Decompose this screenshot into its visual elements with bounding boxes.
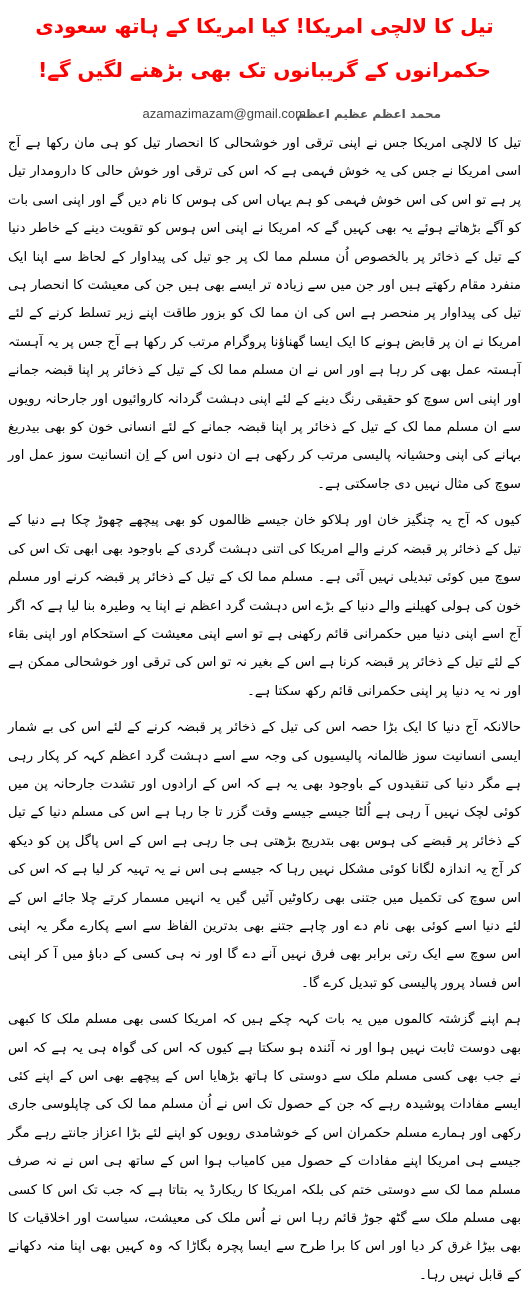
author-email[interactable]: azamazimazam@gmail.com xyxy=(142,106,306,121)
article-headline: تیل کا لالچی امریکا! کیا امریکا کے ہاتھ سعودی حکمرانوں کے گریبانوں تک بھی بڑھنے لگیں گے! xyxy=(35,14,494,82)
article-paragraph-4: ہم اپنے گزشتہ کالموں میں یہ بات کہہ چکے ہیں کہ امریکا کسی بھی مسلم ملک کا کبھی بھی دوست ثابت نہیں ہوا اور نہ آئندہ ہو سکتا ہے کیوں کہ اس کی گواہ ہی یہ ہے کہ اس نے جب بھی کسی مسلم ملک سے دوستی کا ہاتھ بڑھایا اس کے پیچھے بھی اس کے اپنے کئی ایسے مفادات پوشیدہ رہے کہ جن کے حصول تک اس نے اُن مسلم مما لک کی چاپلوسی جاری رکھی اور ہمارے مسلم حکمران اس کے خوشامدی رویوں کو اپنے لئے بڑا اعزاز جانتے رہے مگر جیسے ہی امریکا اپنے مفادات کے حصول میں کامیاب ہوا اس کے ساتھ ہی اس نے نہ صرف مسلم مما لک سے دوستی ختم کی بلکہ امریکا کا ریکارڈ یہ بتاتا ہے کہ جب تک اس کا کسی بھی مسلم ملک سے گٹھ جوڑ قائم رہا اس نے اُس ملک کی معیشت، سیاست اور اخلاقیات کا بھی بیڑا غرق کر دیا اور اس کا برا طرح سے ایسا پچرہ بگاڑا کہ وہ کہیں بھی اپنا منہ دکھانے کے قابل نہیں رہا۔ xyxy=(8,1012,521,1283)
article-paragraph-1: تیل کا لالچی امریکا جس نے اپنی ترقی اور خوشحالی کا انحصار تیل کو ہی مان رکھا ہے آج اسی امریکا نے جس کی یہ خوش فہمی ہے کہ اس کی ترقی اور خوش حالی کا دارومدار تیل پر ہے تو اس کی اس خوش فہمی کو ہم یہاں اس کی ہوس کا نام دیں گے اور اپنی اسی بات کو آگے بڑھاتے ہوئے یہ بھی کہیں گے کہ امریکا نے اپنی اس ہوس کو تقویت دینے کے خاطر دنیا کے تیل کے ذخائر پر بالخصوص اُن مسلم مما لک پر جو تیل کی پیداوار کے لحاظ سے اپنا ایک منفرد مقام رکھتے ہیں اور جن میں سے زیادہ تر ایسے بھی ہیں جن کی معیشت کا انحصار ہی تیل کی پیداوار پر منحصر ہے اس کی ان مما لک کو بزور طاقت اپنے زیر تسلط کرنے کے لئے امریکا نے ان پر قابض ہونے کا ایک ایسا گھناؤنا پروگرام مرتب کر رکھا ہے آج جس پر یہ آہستہ آہستہ عمل بھی کر رہا ہے اور اس نے ان مسلم مما لک کے تیل کے ذخائر پر اپنا قبضہ جمانے اور اپنی اس سوچ کو حقیقی رنگ دینے کے لئے اپنی دہشت گردانہ کاروائیوں اور جارحانہ رویوں سے ان مسلم مما لک کے تیل کے ذخائر پر اپنا قبضہ جمانے کے لئے انسانی خون کو بھی بیدریغ بہانے کی اپنی وحشیانہ پالیسی مرتب کر رکھی ہے ان دنوں اس کے اِن انسانیت سوز عمل اور سوچ کی مثال نہیں دی جاسکتی ہے۔ xyxy=(8,136,521,492)
article-paragraph-2: کیوں کہ آج یہ چنگیز خان اور ہلاکو خان جیسے ظالموں کو بھی پیچھے چھوڑ چکا ہے دنیا کے تیل کے ذخائر پر قبضہ کرنے والے امریکا کی اتنی دہشت گردی کے باوجود بھی ابھی تک اس کی سوچ میں کوئی تبدیلی نہیں آئی ہے۔ مسلم مما لک کے تیل کے ذخائر پر قبضہ کرنے اور مسلم خون کی ہولی کھیلنے والے دنیا کے بڑے اس دہشت گرد اعظم نے اپنا یہ وطیرہ بنا لیا ہے کہ اگر آج اسے اپنی دنیا میں حکمرانی قائم رکھنی ہے تو اسے اپنی معیشت کے استحکام اور اپنی بقاء کے لئے تیل کے ذخائر پر قبضہ کرنا ہے اس کے بغیر نہ تو اس کی ترقی اور خوشحالی ممکن ہے اور نہ یہ دنیا پر اپنی حکمرانی قائم رکھ سکتا ہے۔ xyxy=(8,513,521,699)
byline xyxy=(8,104,521,130)
article-paragraph-3: حالانکہ آج دنیا کا ایک بڑا حصہ اس کی تیل کے ذخائر پر قبضہ کرنے کے لئے اس کی بے شمار ایسی انسانیت سوز ظالمانہ پالیسیوں کی وجہ سے اسے دہشت گرد اعظم کہہ کر پکار رہی ہے مگر دنیا کی تنقیدوں کے باوجود بھی یہ ہے کہ اس کے ارادوں اور تشدت جارحانہ پن میں کوئی لچک نہیں آ رہی ہے اُلٹا جیسے جیسے وقت گزر تا جا رہا ہے اس کی مسلم دنیا کے تیل کے ذخائر پر قبضے کی ہوس بھی بتدریج بڑھتی ہی جا رہی ہے اس کے اس پاگل پن کو دیکھ کر آج یہ اندازہ لگانا کوئی مشکل نہیں رہا کہ جیسے ہی اس نے یہ تہیہ کر لیا ہے کہ اس کی اس سوچ کی تکمیل میں جتنی بھی رکاوٹیں آئیں گیں یہ انہیں مسمار کرتے چلا جائے اس کے لئے دنیا اسے کوئی بھی نام دے اور چاہے جتنے بھی بدترین الفاظ سے اسے پکارے مگر یہ اپنی اس سوچ سے ایک رتی برابر بھی فرق نہیں آنے دے گا اور نہ ہی کسی کے دباؤ میں آ کر اپنی اس فساد پرور پالیسی کو تبدیل کرے گا۔ xyxy=(8,720,521,991)
author-name: محمد اعظم عظیم اعظم xyxy=(296,107,441,121)
article-body xyxy=(8,130,521,1290)
